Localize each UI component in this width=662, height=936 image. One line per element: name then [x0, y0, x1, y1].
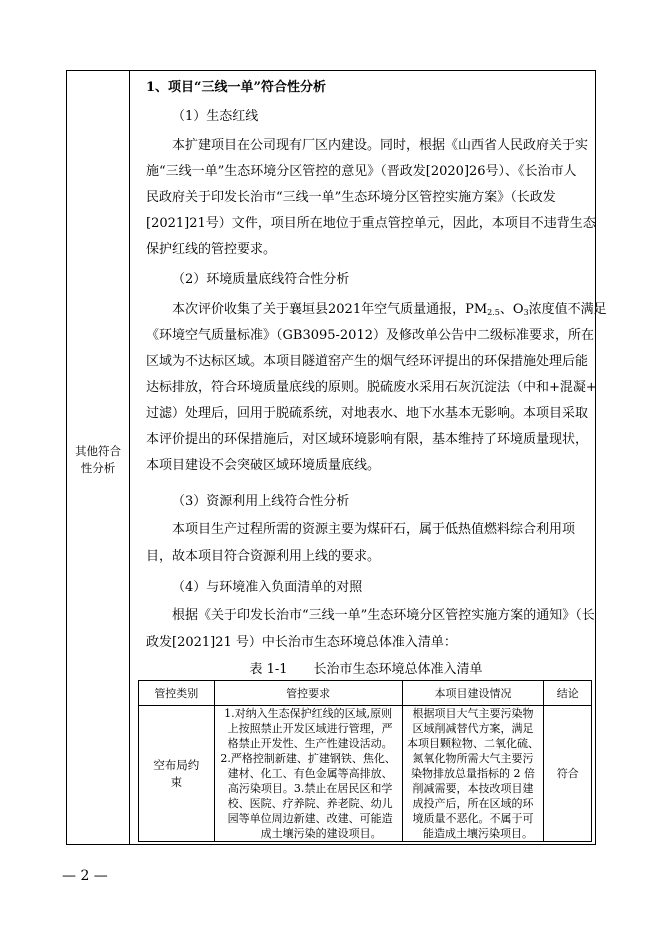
admission-list-table	[138, 680, 592, 842]
paragraph-line: 过滤）处理后，回用于脱硫系统，对地表水、地下水基本无影响。本项目采取	[146, 406, 589, 421]
page-number: — 2 —	[62, 868, 108, 884]
subsection-title-quality: （2）环境质量底线符合性分析	[172, 272, 350, 287]
cell-category: 空布局约 束	[139, 706, 215, 842]
table-header-requirements: 管控要求	[214, 681, 402, 706]
paragraph-line-pm: 本次评价收集了关于襄垣县2021年空气质量通报，$PM_{2.5}$、$O_3$浓度值不满足	[172, 302, 607, 317]
table-header-situation: 本项目建设情况	[402, 681, 544, 706]
paragraph-line: 本扩建项目在公司现有厂区内建设。同时，根据《山西省人民政府关于实	[172, 138, 589, 153]
paragraph-line: 根据《关于印发长治市“三线一单”生态环境分区管控实施方案的通知》（长	[172, 608, 595, 623]
paragraph-line: 民政府关于印发长治市“三线一单”生态环境分区管控实施方案》（长政发	[146, 190, 556, 205]
paragraph-line: 施“三线一单”生态环境分区管控的意见》（晋政发[2020]26号）、《长治市人	[146, 164, 577, 179]
paragraph-line: 本项目建设不会突破区域环境质量底线。	[146, 458, 381, 473]
subsection-title-ecological: （1）生态红线	[172, 109, 259, 124]
table-header-conclusion: 结论	[544, 681, 592, 706]
paragraph-line: 本评价提出的环保措施后，对区域环境影响有限，基本维持了环境质量现状，	[146, 432, 589, 447]
paragraph-line: 保护红线的管控要求。	[146, 242, 277, 257]
cell-requirements: 1.对纳入生态保护红线的区域,原则 上按照禁止开发区域进行管理，严 格禁止开发性、生产性建设活动。 2.严格控制新建、扩建钢铁、焦化、 建材、化工、有色金属等高排放、 高污染项目。3.禁止在居民区和学 校、医院、疗养院、养老院、幼儿 园等单位周边新建、改建、可能造 成土壤污染的建设项目。	[214, 706, 402, 842]
subsection-title-negative-list: （4）与环境准入负面清单的对照	[172, 580, 363, 595]
paragraph-line: 政发[2021]21 号）中长治市生态环境总体准入清单：	[146, 635, 457, 650]
table-header-category: 管控类别	[139, 681, 215, 706]
paragraph-line: 区域为不达标区域。本项目隧道窑产生的烟气经环评提出的环保措施处理后能	[146, 354, 589, 369]
table-header-row	[139, 681, 592, 706]
cell-situation: 根据项目大气主要污染物 区域削减替代方案，满足 本项目颗粒物、二氧化硫、 氮氧化物所需大气主要污 染物排放总量指标的 2 倍 削减需要，本技改项目建 成投产后，所在区域的环 境质量不恶化。不属于可 能造成土壤污染项目。	[402, 706, 544, 842]
paragraph-line: [2021]21号）文件，项目所在地位于重点管控单元，因此，本项目不违背生态	[146, 216, 596, 231]
table-row	[139, 706, 592, 842]
subsection-title-resource: （3）资源利用上线符合性分析	[172, 494, 350, 509]
cell-conclusion: 符合	[544, 706, 592, 842]
paragraph-line: 《环境空气质量标准》（GB3095-2012）及修改单公告中二级标准要求，所在	[146, 328, 594, 343]
paragraph-line: 本项目生产过程所需的资源主要为煤矸石，属于低热值燃料综合利用项	[172, 522, 576, 537]
paragraph-line: 达标排放，符合环境质量底线的原则。脱硫废水采用石灰沉淀法（中和+混凝+	[146, 380, 597, 395]
section-heading: 1、项目“三线一单”符合性分析	[146, 80, 327, 95]
left-column-label: 其他符合 性分析	[75, 444, 121, 475]
table-caption: 表 1-1 长治市生态环境总体准入清单	[249, 662, 483, 677]
paragraph-line: 目，故本项目符合资源利用上线的要求。	[146, 549, 381, 564]
